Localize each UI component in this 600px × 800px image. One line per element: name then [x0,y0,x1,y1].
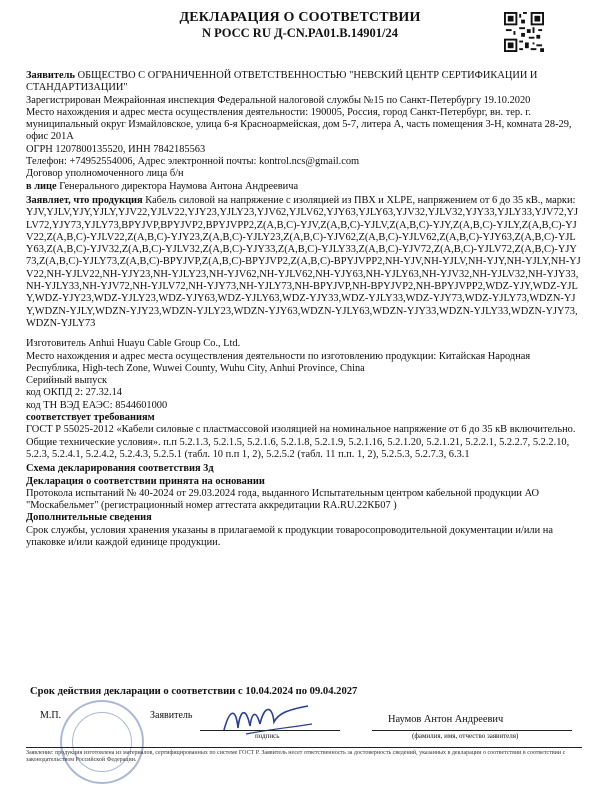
product-label: Заявляет, что продукция [26,194,143,206]
validity-period: Срок действия декларации о соответствии с 10.04.2024 по 09.04.2027 [30,686,358,697]
signature-caption: подпись [255,732,280,740]
requirements-text: ГОСТ Р 55025-2012 «Кабели силовые с пластмассовой изоляцией на номинальное напряжение от 6 до 35 кВ включительно. Общие технические условия». п.п 5.2.1.3, 5.2.1.5, 5.2.1.6, 5.2.1.8, 5.2.1.9, 5.2.1.16, 5.2.1.20, 5.2.1.21, 5.2.2.1, 5.2.2.7, 5.2.2.10, 5.2.3, 5.2.4.1, 5.2.4.2, 5.2.4.3, 5.2.5.1 (табл. 10 п.п 1, 2), 5.2.5.2 (табл. 11 п.п. 1, 2), 5.2.5.3, 5.2.7.3, 6.3.1 [26,424,576,460]
qr-code-icon [504,12,544,52]
footnote: Заявление: продукция изготовлена из материалов, сертифицированных по системе ГОСТ Р. Заявитель несет ответственность за достоверность сведений, указанных в декларации о соответствии в соответствии с законодательством Российской Федерации. [26,750,566,763]
applicant-contacts: Телефон: +74952554006, Адрес электронной почты: kontrol.ncs@gmail.com [26,156,360,168]
product-marks: YJV,YJLV,YJY,YJLY,YJV22,YJLV22,YJY23,YJLY23,YJV62,YJLV62,YJY63,YJLY63,YJV32,YJLV32,YJY33,YJLY33,YJV72,YJLV72,YJY73,YJLY73,BPYJVP,BPYJVP2,BPYJVPP2,Z(A,B,C)-YJV,Z(A,B,C)-YJLV,Z(A,B,C)-YJY,Z(A,B,C)-YJLY,Z(A,B,C)-YJV22,Z(A,B,C)-YJLV22,Z(A,B,C)-YJY23,Z(A,B,C)-YJLY23,Z(A,B,C)-YJV62,Z(A,B,C)-YJLV62,Z(A,B,C)-YJY63,Z(A,B,C)-YJLY63,Z(A,B,C)-YJV32,Z(A,B,C)-YJLV32,Z(A,B,C)-YJY33,Z(A,B,C)-YJLY33,Z(A,B,C)-YJV72,Z(A,B,C)-YJLV72,Z(A,B,C)-YJY73,Z(A,B,C)-YJLY73,Z(A,B,C)-BPYJVP,Z(A,B,C)-BPYJVP2,Z(A,B,C)-BPYJVPP2,NH-YJV,NH-YJLV,NH-YJY,NH-YJLY,NH-YJV22,NH-YJLV22,NH-YJY23,NH-YJLY23,NH-YJV62,NH-YJLV62,NH-YJY63,NH-YJLY63,NH-YJV32,NH-YJLV32,NH-YJY33,NH-YJLY33,NH-YJV72,NH-YJLV72,NH-YJY73,NH-YJLY73,NH-BPYJVP,NH-BPYJVP2,NH-BPYJVPP2,WDZ-YJY,WDZ-YJLY,WDZ-YJY23,WDZ-YJLY23,WDZ-YJY63,WDZ-YJLY63,WDZ-YJY33,WDZ-YJLY33,WDZ-YJY73,WDZ-YJLY73,WDZN-YJY,WDZN-YJLY,WDZN-YJY23,WDZN-YJLY23,WDZN-YJY63,WDZN-YJLY63,WDZN-YJY33,WDZN-YJLY33,WDZN-YJY73,WDZN-YJLY73 [26,207,581,329]
manufacturer-name: Изготовитель Anhui Huayu Cable Group Co., Ltd. [26,338,241,350]
okpd-code: код ОКПД 2: 27.32.14 [26,387,122,399]
product-block [26,195,582,207]
scheme-label: Схема декларирования соответствия 3д [26,463,214,475]
signer-name: Наумов Антон Андреевич [388,714,504,725]
signature-line [200,730,340,731]
additional-text: Срок службы, условия хранения указаны в прилагаемой к продукции товаросопроводительной документации и/или на упаковке и/или каждой единице продукции. [26,524,553,548]
seal-stamp [60,700,144,784]
requirements-label: соответствует требованиям [26,412,155,424]
applicant-block [26,70,582,95]
person-name: Генерального директора Наумова Антона Андреевича [59,180,299,192]
person-label: в лице [26,180,57,192]
applicant-registration: Зарегистрирован Межрайонная инспекция Федеральной налоговой службы №15 по Санкт-Петербургу 19.10.2020 [26,94,531,106]
additional-label: Дополнительные сведения [26,512,152,524]
document-title: ДЕКЛАРАЦИЯ О СООТВЕТСТВИИ [179,10,421,25]
applicant-contract: Договор уполномоченного лица б/н [26,168,184,180]
basis-text: Протокола испытаний № 40-2024 от 29.03.2024 года, выданного Испытательным центром кабельной продукции АО "Москабельмет" (регистрационный номер аттестата аккредитации RA.RU.22КБ07 ) [26,487,540,512]
footer-divider [26,747,582,748]
applicant-address: Место нахождения и адрес места осуществления деятельности: 190005, Россия, город Санкт-Петербург, вн. тер. г. муниципальный округ Измайловское, улица 6-я Красноармейская, дом 5-7, литера А, часть помещения 3-Н, комната 28-29, офис 201А [26,106,572,143]
applicant-label: Заявитель [26,70,75,81]
serial-production: Серийный выпуск [26,375,107,387]
mp-label: М.П. [40,710,62,721]
declaration-number: N РОСС RU Д-CN.PA01.B.14901/24 [202,26,398,40]
manufacturer-address: Место нахождения и адрес места осуществления деятельности по изготовлению продукции: Китайская Народная Республика, High-tech Zone, Wuwei County, Wuhu City, Anhui Province, China [26,350,531,374]
name-line [372,730,572,731]
applicant-caption: Заявитель [150,710,193,721]
applicant-person [26,181,582,193]
name-caption: (фамилия, имя, отчество заявителя) [412,732,519,740]
declaration-body [26,70,582,549]
applicant-ogrn: ОГРН 1207800135520, ИНН 7842185563 [26,143,206,155]
applicant-name: ОБЩЕСТВО С ОГРАНИЧЕННОЙ ОТВЕТСТВЕННОСТЬЮ "НЕВСКИЙ ЦЕНТР СЕРТИФИКАЦИИ И СТАНДАРТИЗАЦИИ" [26,70,538,94]
basis-label: Декларация о соответствии принята на основании [26,475,265,487]
tnved-code: код ТН ВЭД ЕАЭС: 8544601000 [26,399,168,411]
product-description: Кабель силовой на напряжение с изоляцией из ПВХ и XLPE, напряжением от 6 до 35 кВ., марки: [145,194,576,206]
